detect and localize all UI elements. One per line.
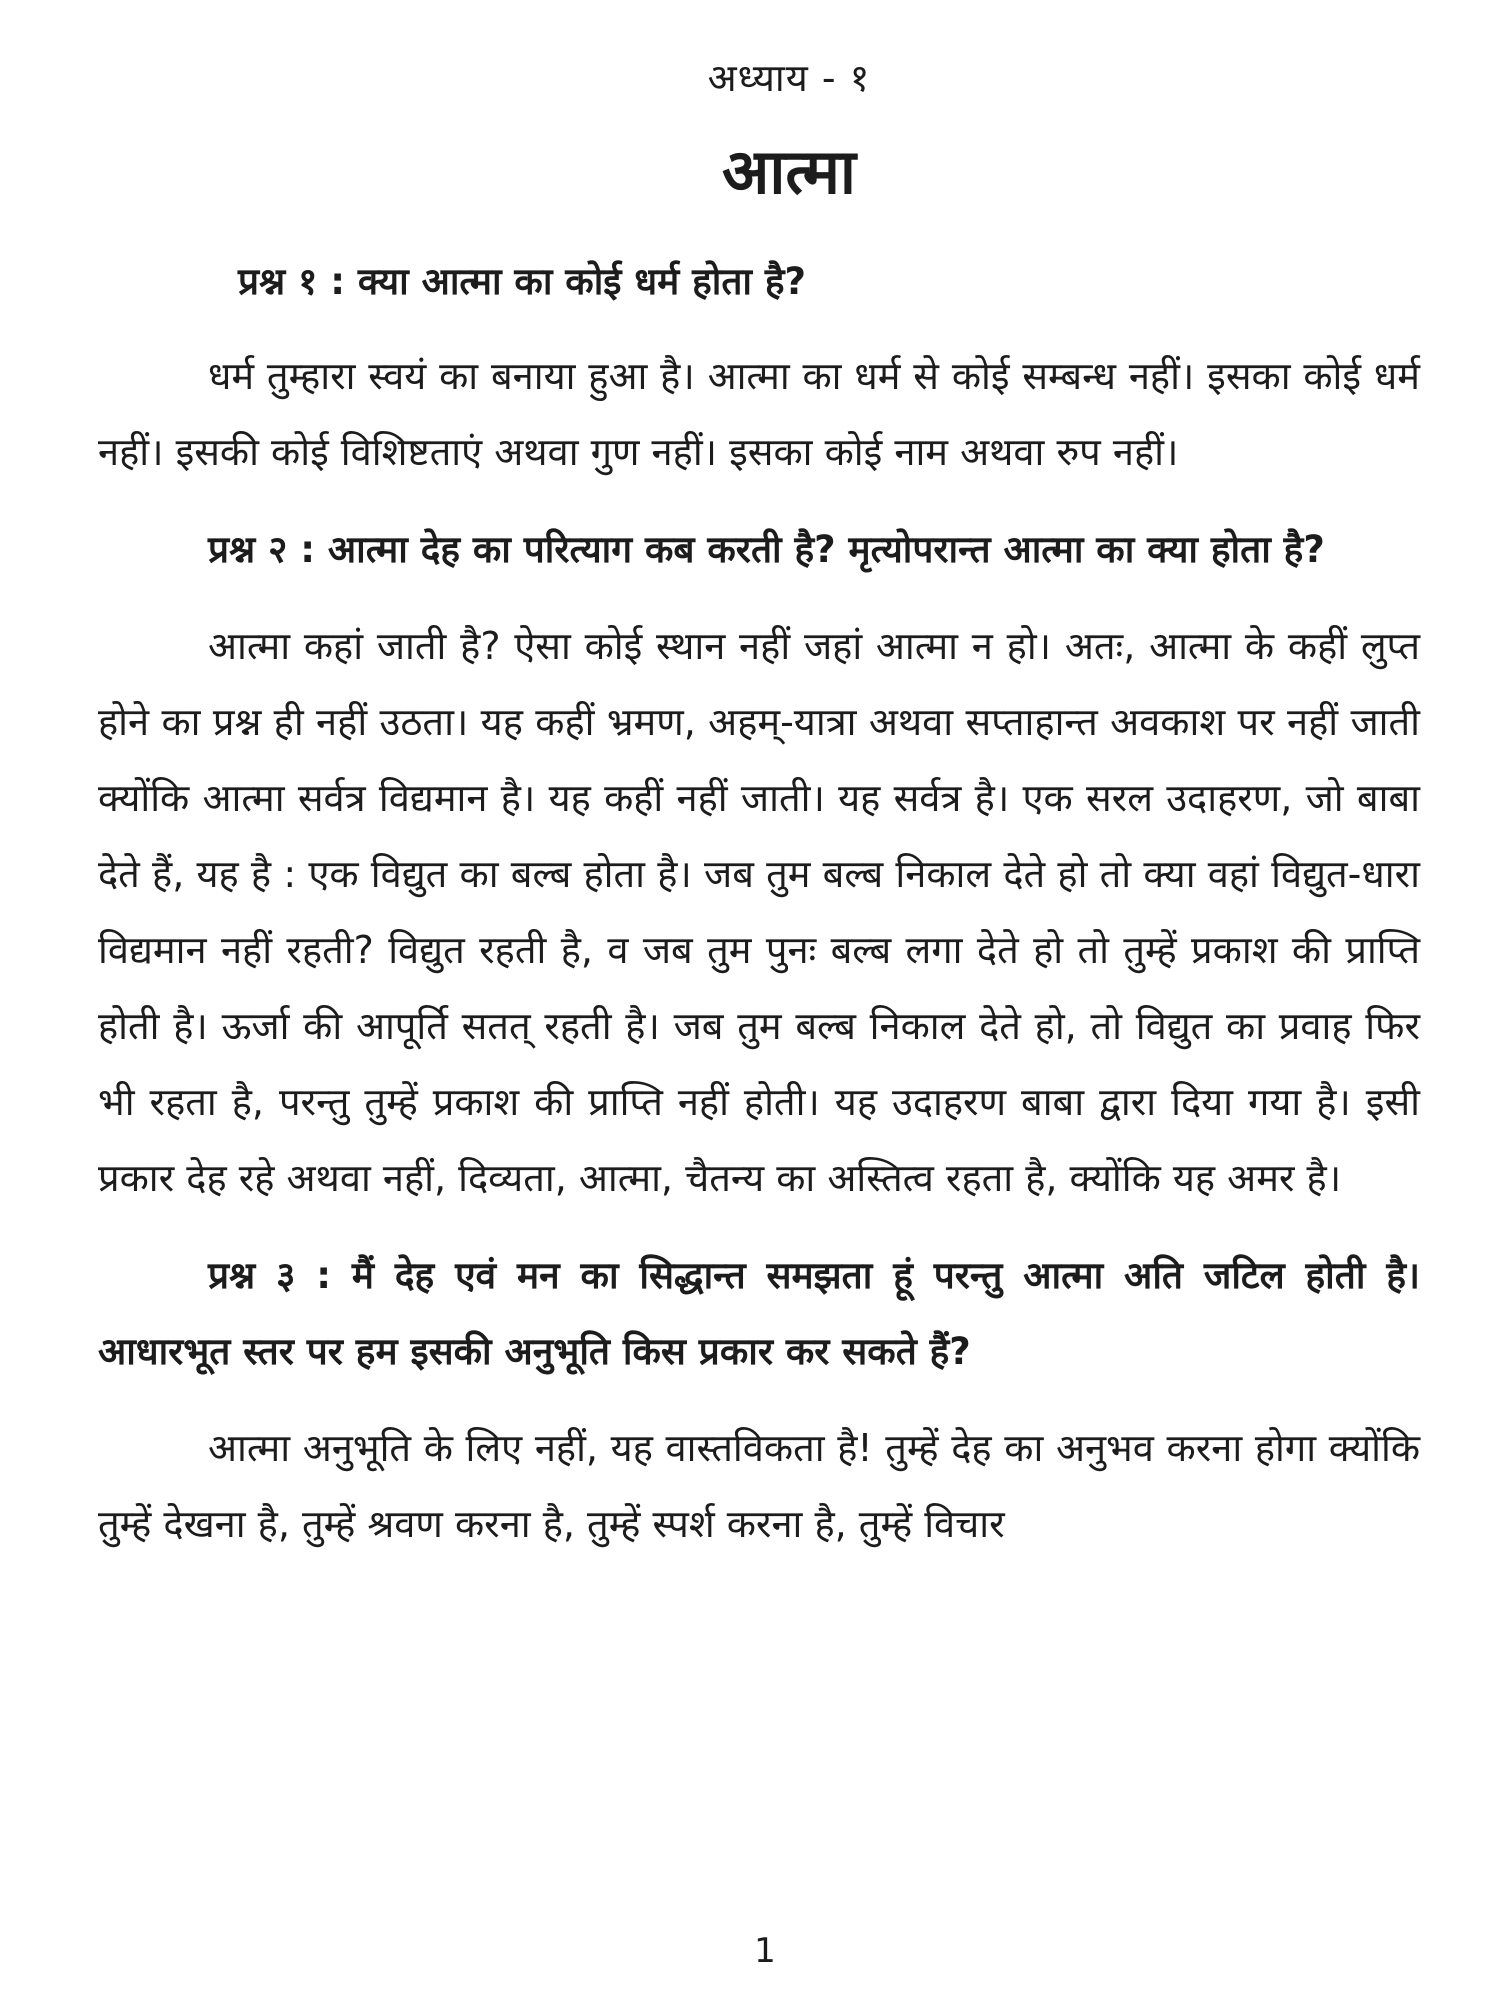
answer-2: आत्मा कहां जाती है? ऐसा कोई स्थान नहीं जहां आत्मा न हो। अतः, आत्मा के कहीं लुप्त होने का प्रश्न ही नहीं उठता। यह कहीं भ्रमण, अहम्-यात्रा अथवा सप्ताहान्त अवकाश पर नहीं जाती क्योंकि आत्मा सर्वत्र विद्यमान है। यह कहीं नहीं जाती। यह सर्वत्र है। एक सरल उदाहरण, जो बाबा देते हैं, यह है : एक विद्युत का बल्ब होता है। जब तुम बल्ब निकाल देते हो तो क्या वहां विद्युत-धारा विद्यमान नहीं रहती? विद्युत रहती है, व जब तुम पुनः बल्ब लगा देते हो तो तुम्हें प्रकाश की प्राप्ति होती है। ऊर्जा की आपूर्ति सतत् रहती है। जब तुम बल्ब निकाल देते हो, तो विद्युत का प्रवाह फिर भी रहता है, परन्तु तुम्हें प्रकाश की प्राप्ति नहीं होती। यह उदाहरण बाबा द्वारा दिया गया है। इसी प्रकार देह रहे अथवा नहीं, दिव्यता, आत्मा, चैतन्य का अस्तित्व रहता है, क्योंकि यह अमर है। <box>98 624 1420 1200</box>
chapter-title: आत्मा <box>722 135 856 208</box>
answer-1: धर्म तुम्हारा स्वयं का बनाया हुआ है। आत्मा का धर्म से कोई सम्बन्ध नहीं। इसका कोई धर्म नहीं। इसकी कोई विशिष्टताएं अथवा गुण नहीं। इसका कोई नाम अथवा रुप नहीं। <box>98 354 1420 474</box>
answer-3: आत्मा अनुभूति के लिए नहीं, यह वास्तविकता है! तुम्हें देह का अनुभव करना होगा क्योंकि तुम्हें देखना है, तुम्हें श्रवण करना है, तुम्हें स्पर्श करना है, तुम्हें विचार <box>98 1426 1420 1546</box>
question-2: प्रश्न २ : आत्मा देह का परित्याग कब करती है? मृत्योपरान्त आत्मा का क्या होता है? <box>208 528 1325 571</box>
question-3: प्रश्न ३ : मैं देह एवं मन का सिद्धान्त समझता हूं परन्तु आत्मा अति जटिल होती है। आधारभूत स्तर पर हम इसकी अनुभूति किस प्रकार कर सकते हैं? <box>98 1254 1420 1373</box>
question-1: प्रश्न १ : क्या आत्मा का कोई धर्म होता है? <box>238 260 806 303</box>
page-number: 1 <box>754 1931 776 1971</box>
chapter-label: अध्याय - १ <box>707 56 871 100</box>
